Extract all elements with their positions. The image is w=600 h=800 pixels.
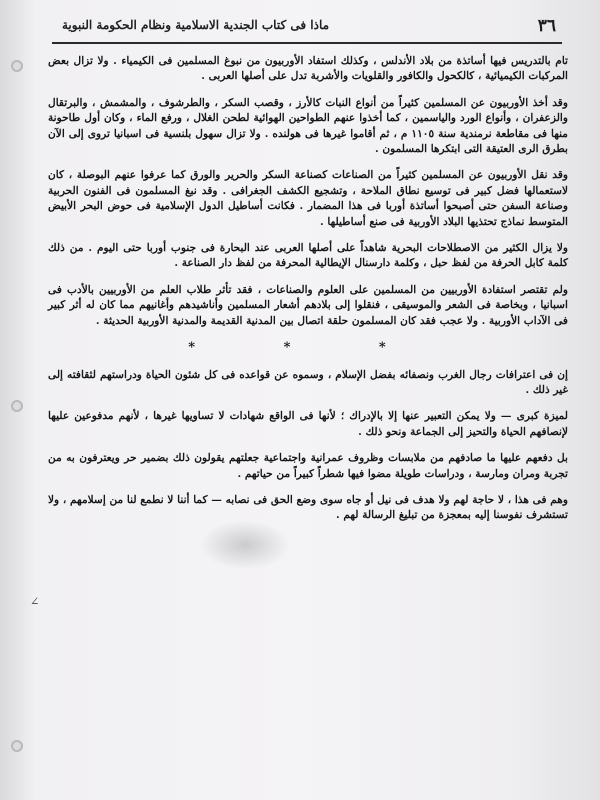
section-separator: * * *: [188, 340, 428, 356]
paragraph: بل دفعهم عليها ما صادفهم من ملابسات وظروف عمرانية واجتماعية جعلتهم يقولون ذلك بضمير حر ويعترفون به من تجربة ومران ومارسة ، ودراسات طويلة مضوا فيها شطراً كبيراً من حياتهم .: [48, 452, 568, 480]
margin-mark: ∠: [30, 595, 40, 608]
paragraph: ولا يزال الكثير من الاصطلاحات البحرية شاهداً على أصلها العربى عند البحارة فى جنوب أوربا حتى اليوم . من ذلك كلمة كابل الحرفة من لفظ حبل ، وكلمة دارسنال الإيطالية المحرفة من لفظ دار الصناعة .: [48, 242, 568, 270]
page-number: ٣٦: [537, 16, 556, 36]
binder-ring: [11, 60, 23, 72]
page-header: [52, 14, 560, 40]
paragraph: وهم فى هذا ، لا حاجة لهم ولا هدف فى نيل أو جاه سوى وضع الحق فى نصابه — كما أننا لا نطمع لنا من إسلامهم ، ولا تستشرف نفوسنا إليه بمعجزة من تبليغ الرسالة لهم .: [48, 493, 568, 522]
binder-ring: [11, 740, 23, 752]
paragraph: وقد أخذ الأوربيون عن المسلمين كثيراً من أنواع النبات كالأرز ، وقصب السكر ، والطرشوف ، والمشمش ، والبرتقال والزعفران ، وأنواع الورد والياسمين ، كما أخذوا عنهم الطواحين الهوائية لطحن الغلال ، ورفع الماء ، وكان أول طاحونة منها فى مقاطعة نرمندية سنة ١١٠٥ م ، ثم أقاموا غيرها فى هولنده . ولا تزال سهول بلنسية فى اسبانيا تروى إلى الآن بطرق الرى العتيقة التى ابتكرها المسلمون .: [48, 96, 568, 156]
paragraph: تام بالتدريس فيها أساتذة من بلاد الأندلس ، وكذلك استفاد الأوربيون من نبوغ المسلمين فى الكيمياء . ولا تزال بعض المركبات الكيميائية ، كالكحول والكافور والقلويات والأشربة تدل على أصلها العربى .: [48, 55, 568, 83]
header-rule: [52, 42, 562, 44]
binder-ring: [11, 400, 23, 412]
paragraph: إن فى اعترافات رجال الغرب ونصفائه بفضل الإسلام ، وسموه عن قواعده فى كل شئون الحياة ودراستهم لثقافته إلى غير ذلك .: [48, 368, 568, 396]
paragraph: لميزة كبرى — ولا يمكن التعبير عنها إلا بالإدراك ؛ لأنها فى الواقع شهادات لا تساويها غيرها ، لأنهم مدفوعين عليها لإنصافهم الحياة والتحيز إلى الجماعة ونحو ذلك .: [48, 410, 568, 438]
paragraph: وقد نقل الأوربيون عن المسلمين كثيراً من الصناعات كصناعة السكر والحرير والورق كما عرفوا عنهم البوصلة ، كان لاستعمالها فضل كبير فى توسيع نطاق الملاحة ، وتشجيع الكشف الجغرافى . وقد نبغ المسلمون فى الفنون الحربية وصناعة السفن حتى أصبحوا أساتذة أوربا فى هذا المضمار . فكانت أساطيل الدول الإسلامية فى حوض البحر الأبيض المتوسط نماذج تحتذيها البلاد الأوربية فى صنع أساطيلها .: [48, 169, 568, 228]
paragraph: ولم تقتصر استفادة الأوربيين من المسلمين على العلوم والصناعات ، فقد تأثر طلاب العلم من الأوربيين بالأدب فى اسبانيا ، وبخاصة فى الشعر والموسيقى ، فنقلوا إلى بلادهم أشعار المسلمين وأناشيدهم وأغانيهم مما كان له أثر كبير فى الآداب الأوربية . ولا عجب فقد كان المسلمون حلقة اتصال بين المدنية القديمة والمدنية الأوربية الحديثة .: [48, 283, 568, 327]
body-text: [48, 54, 568, 535]
running-title: ماذا فى كتاب الجندية الاسلامية ونظام الحكومة النبوية: [62, 18, 330, 32]
